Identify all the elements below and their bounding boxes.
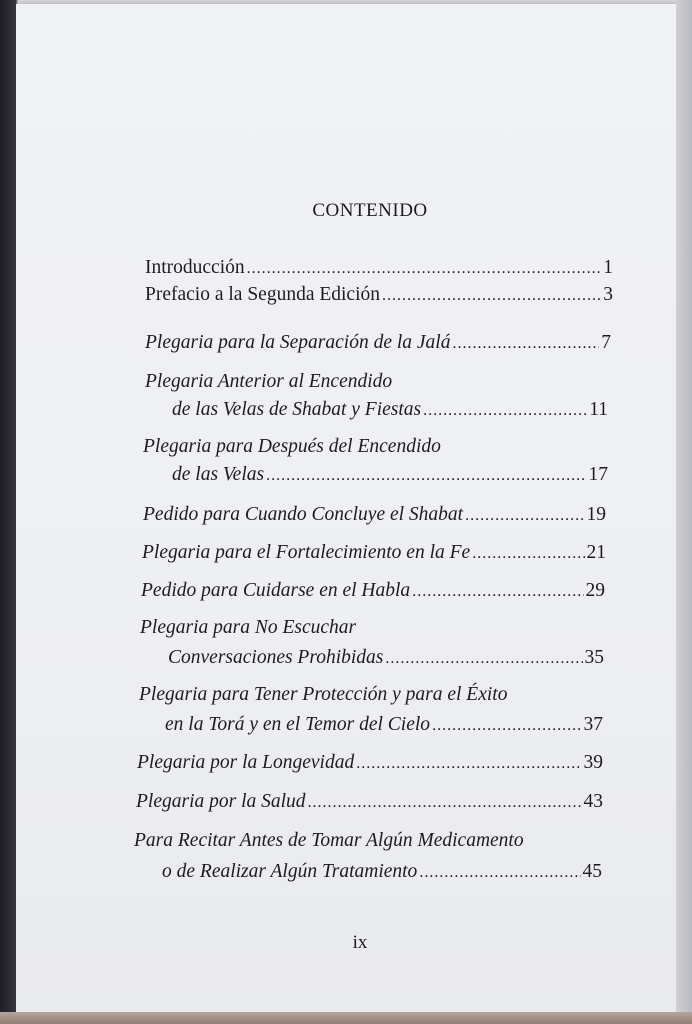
toc-entry-despues-encendido[interactable] — [172, 463, 608, 488]
toc-entry-title: Pedido para Cuando Concluye el Shabat — [143, 504, 464, 525]
toc-leader-dots — [419, 860, 580, 885]
toc-entry-page: 11 — [589, 399, 608, 420]
toc-entry-salud[interactable] — [136, 790, 603, 815]
toc-entry-title: Plegaria para el Fortalecimiento en la Fe — [142, 542, 471, 563]
toc-entry-longevidad[interactable] — [137, 751, 603, 776]
toc-entry-title: Pedido para Cuidarse en el Habla — [141, 580, 411, 601]
toc-entry-title-line1[interactable]: Plegaria Anterior al Encendido — [145, 371, 393, 392]
toc-leader-dots — [412, 579, 583, 604]
toc-entry-title: Introducción — [145, 257, 245, 278]
toc-entry-medicamento[interactable] — [162, 860, 602, 885]
page-title: CONTENIDO — [312, 200, 428, 221]
toc-leader-dots — [382, 283, 601, 308]
toc-entry-page: 17 — [588, 464, 608, 485]
toc-leader-dots — [308, 790, 582, 815]
toc-entry-page: 35 — [584, 647, 604, 668]
toc-entry-cuidarse-habla[interactable] — [141, 579, 605, 604]
toc-entry-page: 37 — [583, 714, 603, 735]
toc-entry-page: 7 — [601, 332, 611, 353]
toc-entry-title-line2: de las Velas de Shabat y Fiestas — [172, 399, 422, 420]
toc-entry-page: 39 — [583, 752, 603, 773]
toc-entry-page: 1 — [603, 257, 613, 278]
toc-leader-dots — [472, 541, 584, 566]
toc-entry-title-line1[interactable]: Plegaria para No Escuchar — [140, 617, 357, 638]
toc-entry-page: 45 — [582, 861, 602, 882]
toc-leader-dots — [385, 646, 582, 671]
toc-entry-title-line1[interactable]: Plegaria para Tener Protección y para el Éxito — [139, 684, 508, 705]
toc-entry-title: Plegaria por la Salud — [136, 791, 306, 812]
toc-entry-proteccion-exito[interactable] — [165, 713, 603, 738]
toc-entry-separacion-jala[interactable] — [145, 331, 611, 356]
toc-entry-page: 21 — [586, 542, 606, 563]
toc-leader-dots — [247, 256, 602, 281]
toc-leader-dots — [266, 463, 586, 488]
toc-entry-page: 3 — [603, 284, 613, 305]
toc-entry-fortalecimiento-fe[interactable] — [142, 541, 606, 566]
toc-entry-title: Prefacio a la Segunda Edición — [145, 284, 380, 305]
toc-entry-title-line2: de las Velas — [172, 464, 265, 485]
toc-entry-title-line2: o de Realizar Algún Tratamiento — [162, 861, 418, 882]
toc-entry-title: Plegaria por la Longevidad — [137, 752, 355, 773]
toc-entry-title-line2: en la Torá y en el Temor del Cielo — [165, 714, 431, 735]
toc-entry-page: 29 — [585, 580, 605, 601]
toc-entry-title-line2: Conversaciones Prohibidas — [168, 647, 384, 668]
toc-entry-encendido-velas[interactable] — [172, 398, 608, 423]
toc-entry-concluye-shabat[interactable] — [143, 503, 606, 528]
toc-leader-dots — [423, 398, 587, 423]
toc-leader-dots — [465, 503, 584, 528]
toc-entry-prefacio[interactable] — [145, 283, 613, 308]
toc-entry-introduccion[interactable] — [145, 256, 613, 281]
toc-entry-page: 43 — [583, 791, 603, 812]
toc-entry-no-escuchar[interactable] — [168, 646, 604, 671]
toc-entry-title-line1[interactable]: Para Recitar Antes de Tomar Algún Medicamento — [134, 830, 524, 851]
toc-leader-dots — [452, 331, 599, 356]
toc-leader-dots — [356, 751, 581, 776]
toc-entry-title-line1[interactable]: Plegaria para Después del Encendido — [143, 436, 441, 457]
toc-entry-title: Plegaria para la Separación de la Jalá — [145, 332, 451, 353]
toc-leader-dots — [432, 713, 581, 738]
toc-entry-page: 19 — [586, 504, 606, 525]
page-number: ix — [352, 932, 368, 953]
